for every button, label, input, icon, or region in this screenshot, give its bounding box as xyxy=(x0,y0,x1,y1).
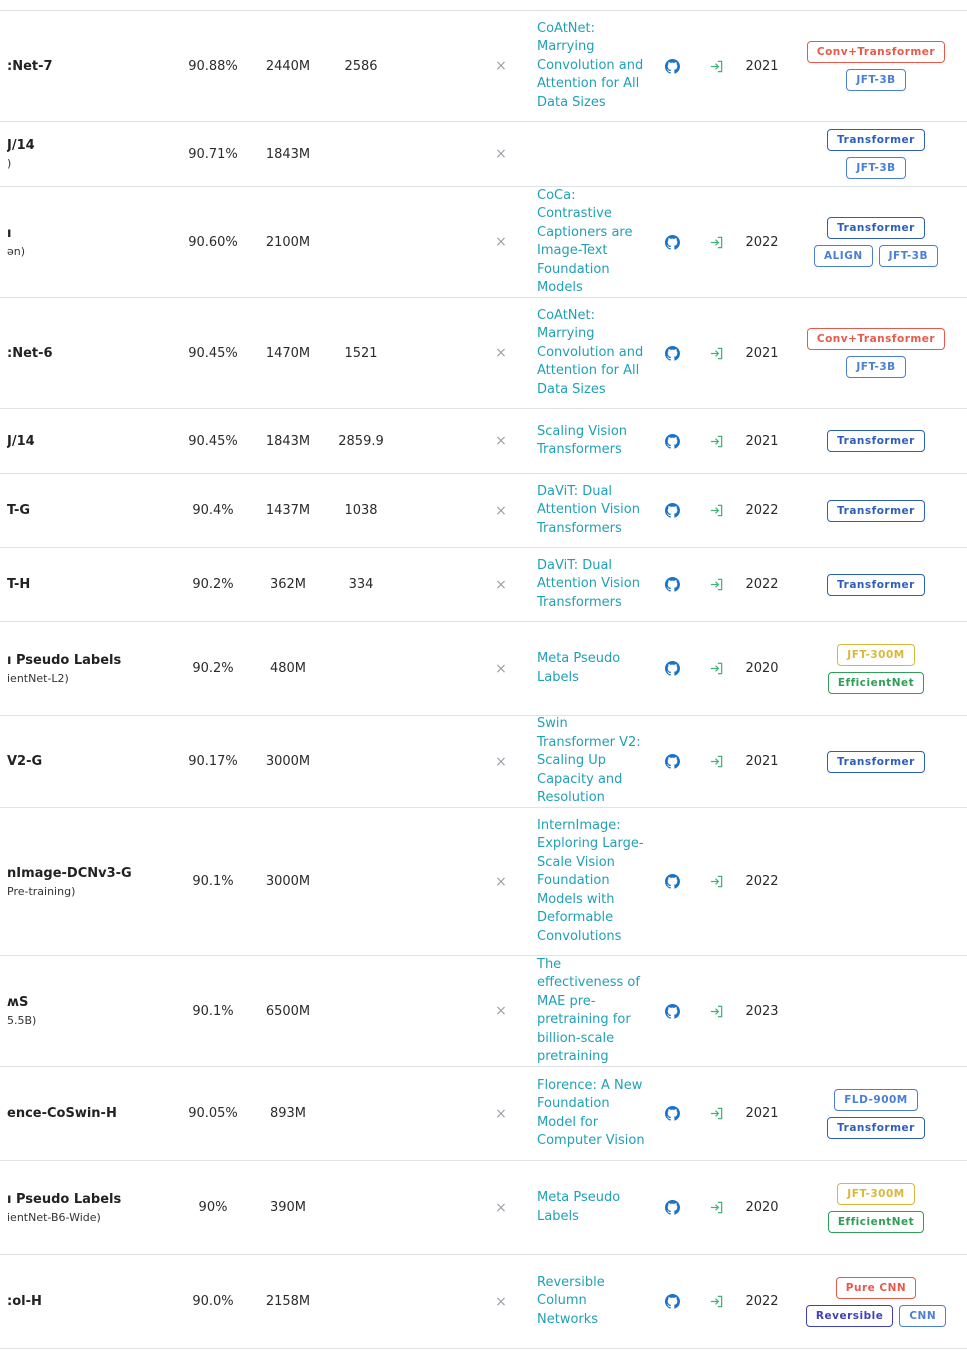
top1-accuracy: 90.71% xyxy=(188,146,238,162)
tag-badge[interactable]: Transformer xyxy=(827,574,925,596)
model-cell xyxy=(7,409,182,473)
model-cell xyxy=(7,298,182,408)
tag-badge[interactable]: JFT-3B xyxy=(846,69,905,91)
model-name: ı xyxy=(7,226,12,241)
year: 2021 xyxy=(745,345,779,361)
model-subtitle: ) xyxy=(7,157,12,170)
tag-badge[interactable]: Transformer xyxy=(827,751,925,773)
tags-cell xyxy=(795,41,957,91)
tag-badge[interactable]: EfficientNet xyxy=(828,672,924,694)
external-link-icon[interactable] xyxy=(709,434,724,449)
tag-badge[interactable]: FLD-900M xyxy=(834,1089,918,1111)
leaderboard-table xyxy=(0,10,967,1349)
github-icon[interactable] xyxy=(665,59,680,74)
year: 2023 xyxy=(745,1003,779,1019)
paper-link[interactable]: The effectiveness of MAE pre-pretraining for billion-scale pretraining xyxy=(537,956,640,1064)
cross-icon: × xyxy=(495,345,507,361)
github-icon[interactable] xyxy=(665,1004,680,1019)
year: 2022 xyxy=(745,577,779,592)
paper-link[interactable]: Meta Pseudo Labels xyxy=(537,1190,621,1224)
table-row xyxy=(0,716,967,808)
tag-badge[interactable]: Conv+Transformer xyxy=(807,41,945,63)
table-row xyxy=(0,474,967,548)
table-row xyxy=(0,808,967,956)
tag-badge[interactable]: EfficientNet xyxy=(828,1211,924,1233)
cross-icon: × xyxy=(495,753,507,770)
top1-accuracy: 90.2% xyxy=(192,661,234,676)
parameters: 2440M xyxy=(265,58,311,74)
tags-cell xyxy=(795,1183,957,1233)
paper-link[interactable]: Swin Transformer V2: Scaling Up Capacity and Resolution xyxy=(537,716,641,806)
gflops: 1521 xyxy=(344,345,378,361)
paper-link[interactable]: Scaling Vision Transformers xyxy=(537,423,628,457)
model-name: V2-G xyxy=(7,754,43,769)
tags-cell xyxy=(795,430,957,452)
model-name: ʍS xyxy=(7,995,29,1010)
year: 2021 xyxy=(745,58,779,74)
parameters: 1843M xyxy=(265,146,311,162)
top1-accuracy: 90.1% xyxy=(192,874,234,889)
model-cell xyxy=(7,716,182,807)
year: 2022 xyxy=(745,234,779,250)
external-link-icon[interactable] xyxy=(709,1200,724,1215)
cross-icon: × xyxy=(495,433,507,449)
year: 2020 xyxy=(745,661,779,676)
model-name: nImage-DCNv3-G xyxy=(7,865,132,881)
model-cell xyxy=(7,622,182,715)
model-name: Ј/14 xyxy=(7,433,35,449)
model-subtitle: Pre-training) xyxy=(7,884,76,898)
table-row xyxy=(0,548,967,622)
model-subtitle: ientNet-L2) xyxy=(7,671,69,685)
tag-badge[interactable]: ALIGN xyxy=(814,245,873,267)
top1-accuracy: 90.45% xyxy=(188,345,238,361)
gflops: 1038 xyxy=(344,503,378,518)
tags-cell xyxy=(795,1277,957,1327)
year: 2022 xyxy=(745,874,779,889)
model-subtitle: ən) xyxy=(7,245,26,258)
external-link-icon[interactable] xyxy=(709,59,724,74)
external-link-icon[interactable] xyxy=(709,346,724,361)
cross-icon: × xyxy=(495,58,507,74)
cross-icon: × xyxy=(495,146,507,162)
tag-badge[interactable]: JFT-3B xyxy=(846,157,905,179)
github-icon[interactable] xyxy=(665,661,680,676)
tag-badge[interactable]: Transformer xyxy=(827,1117,925,1139)
parameters: 893M xyxy=(269,1106,307,1121)
cross-icon: × xyxy=(495,234,507,250)
model-name: T-H xyxy=(7,577,31,592)
model-name: ence-CoSwin-H xyxy=(7,1106,117,1121)
cross-icon: × xyxy=(495,502,507,519)
top1-accuracy: 90.0% xyxy=(192,1294,234,1309)
cross-icon: × xyxy=(495,576,507,593)
tags-cell xyxy=(795,574,957,596)
paper-link[interactable]: Meta Pseudo Labels xyxy=(537,651,621,685)
external-link-icon[interactable] xyxy=(709,1294,724,1309)
tag-badge[interactable]: Transformer xyxy=(827,129,925,151)
paper-link[interactable]: CoAtNet: Marrying Convolution and Attention for All Data Sizes xyxy=(537,307,644,397)
cross-icon: × xyxy=(495,1293,507,1310)
model-name: T-G xyxy=(7,503,31,518)
model-name: ı Pseudo Labels xyxy=(7,1191,122,1207)
year: 2021 xyxy=(745,754,779,769)
tag-badge[interactable]: Transformer xyxy=(827,430,925,452)
top1-accuracy: 90.60% xyxy=(188,234,238,250)
tag-badge[interactable]: Reversible xyxy=(806,1305,893,1327)
model-name: Ј/14 xyxy=(7,138,35,153)
parameters: 480M xyxy=(269,661,307,676)
paper-link[interactable]: DaViT: Dual Attention Vision Transformers xyxy=(537,483,640,536)
cross-icon: × xyxy=(495,660,507,677)
github-icon[interactable] xyxy=(665,434,680,449)
table-row xyxy=(0,11,967,122)
tag-badge[interactable]: Transformer xyxy=(827,500,925,522)
model-cell xyxy=(7,548,182,621)
external-link-icon[interactable] xyxy=(709,754,724,769)
model-cell xyxy=(7,122,182,186)
table-row xyxy=(0,298,967,409)
year: 2022 xyxy=(745,1294,779,1309)
table-row xyxy=(0,956,967,1067)
github-icon[interactable] xyxy=(665,1294,680,1309)
model-cell xyxy=(7,1161,182,1254)
github-icon[interactable] xyxy=(665,754,680,769)
cross-icon: × xyxy=(495,873,507,890)
tag-badge[interactable]: JFT-300M xyxy=(837,1183,914,1205)
external-link-icon[interactable] xyxy=(709,235,724,250)
model-cell xyxy=(7,1255,182,1348)
model-cell xyxy=(7,474,182,547)
parameters: 3000M xyxy=(265,874,311,889)
gflops: 2586 xyxy=(344,58,378,74)
paper-link[interactable]: Reversible Column Networks xyxy=(537,1274,605,1327)
github-icon[interactable] xyxy=(665,503,680,518)
top1-accuracy: 90.2% xyxy=(192,577,234,592)
tags-cell xyxy=(795,644,957,694)
year: 2021 xyxy=(745,433,779,449)
top1-accuracy: 90.1% xyxy=(192,1003,234,1019)
table-row xyxy=(0,1161,967,1255)
github-icon[interactable] xyxy=(665,346,680,361)
model-cell xyxy=(7,187,182,297)
gflops: 334 xyxy=(348,577,374,592)
tag-badge[interactable]: JFT-3B xyxy=(879,245,938,267)
model-cell xyxy=(7,11,182,121)
parameters: 1470M xyxy=(265,345,311,361)
table-row xyxy=(0,622,967,716)
external-link-icon[interactable] xyxy=(709,503,724,518)
top1-accuracy: 90.45% xyxy=(188,433,238,449)
external-link-icon[interactable] xyxy=(709,1106,724,1121)
table-row xyxy=(0,122,967,187)
cross-icon: × xyxy=(495,1003,507,1019)
model-cell xyxy=(7,956,182,1066)
parameters: 6500M xyxy=(265,1003,311,1019)
tags-cell xyxy=(795,500,957,522)
github-icon[interactable] xyxy=(665,1200,680,1215)
paper-link[interactable]: CoAtNet: Marrying Convolution and Attention for All Data Sizes xyxy=(537,20,644,110)
tag-badge[interactable]: Pure CNN xyxy=(836,1277,916,1299)
paper-link[interactable]: InternImage: Exploring Large-Scale Vision Foundation Models with Deformable Convolutions xyxy=(537,817,644,944)
model-name: :Net-6 xyxy=(7,345,53,361)
paper-link[interactable]: CoCa: Contrastive Captioners are Image-Text Foundation Models xyxy=(537,187,633,295)
table-row xyxy=(0,187,967,298)
year: 2022 xyxy=(745,503,779,518)
tag-badge[interactable]: JFT-300M xyxy=(837,644,914,666)
parameters: 3000M xyxy=(265,754,311,769)
external-link-icon[interactable] xyxy=(709,577,724,592)
top1-accuracy: 90.4% xyxy=(192,503,234,518)
paper-link[interactable]: Florence: A New Foundation Model for Computer Vision xyxy=(537,1077,645,1148)
year: 2021 xyxy=(745,1106,779,1121)
model-name: ı Pseudo Labels xyxy=(7,652,122,668)
external-link-icon[interactable] xyxy=(709,1004,724,1019)
parameters: 2158M xyxy=(265,1294,311,1309)
parameters: 390M xyxy=(269,1200,307,1215)
tag-badge[interactable]: JFT-3B xyxy=(846,356,905,378)
tag-badge[interactable]: CNN xyxy=(899,1305,946,1327)
parameters: 362M xyxy=(269,577,307,592)
top1-accuracy: 90% xyxy=(198,1200,228,1215)
tags-cell xyxy=(795,129,957,179)
tags-cell xyxy=(795,1089,957,1139)
github-icon[interactable] xyxy=(665,1106,680,1121)
model-subtitle: 5.5B) xyxy=(7,1014,37,1027)
tag-badge[interactable]: Conv+Transformer xyxy=(807,328,945,350)
top1-accuracy: 90.17% xyxy=(188,754,238,769)
tags-cell xyxy=(795,328,957,378)
tags-cell xyxy=(795,751,957,773)
model-cell xyxy=(7,808,182,955)
parameters: 1437M xyxy=(265,503,311,518)
parameters: 1843M xyxy=(265,433,311,449)
external-link-icon[interactable] xyxy=(709,874,724,889)
model-subtitle: ientNet-B6-Wide) xyxy=(7,1210,101,1224)
top1-accuracy: 90.05% xyxy=(188,1106,238,1121)
model-name: :Net-7 xyxy=(7,58,53,74)
table-row xyxy=(0,1067,967,1161)
cross-icon: × xyxy=(495,1105,507,1122)
github-icon[interactable] xyxy=(665,577,680,592)
parameters: 2100M xyxy=(265,234,311,250)
model-cell xyxy=(7,1067,182,1160)
tags-cell xyxy=(795,217,957,267)
cross-icon: × xyxy=(495,1199,507,1216)
github-icon[interactable] xyxy=(665,235,680,250)
external-link-icon[interactable] xyxy=(709,661,724,676)
top1-accuracy: 90.88% xyxy=(188,58,238,74)
table-row xyxy=(0,1255,967,1349)
gflops: 2859.9 xyxy=(338,433,384,449)
table-row xyxy=(0,409,967,474)
model-name: :ol-H xyxy=(7,1294,42,1309)
paper-link[interactable]: DaViT: Dual Attention Vision Transformers xyxy=(537,557,640,610)
tag-badge[interactable]: Transformer xyxy=(827,217,925,239)
github-icon[interactable] xyxy=(665,874,680,889)
year: 2020 xyxy=(745,1200,779,1215)
